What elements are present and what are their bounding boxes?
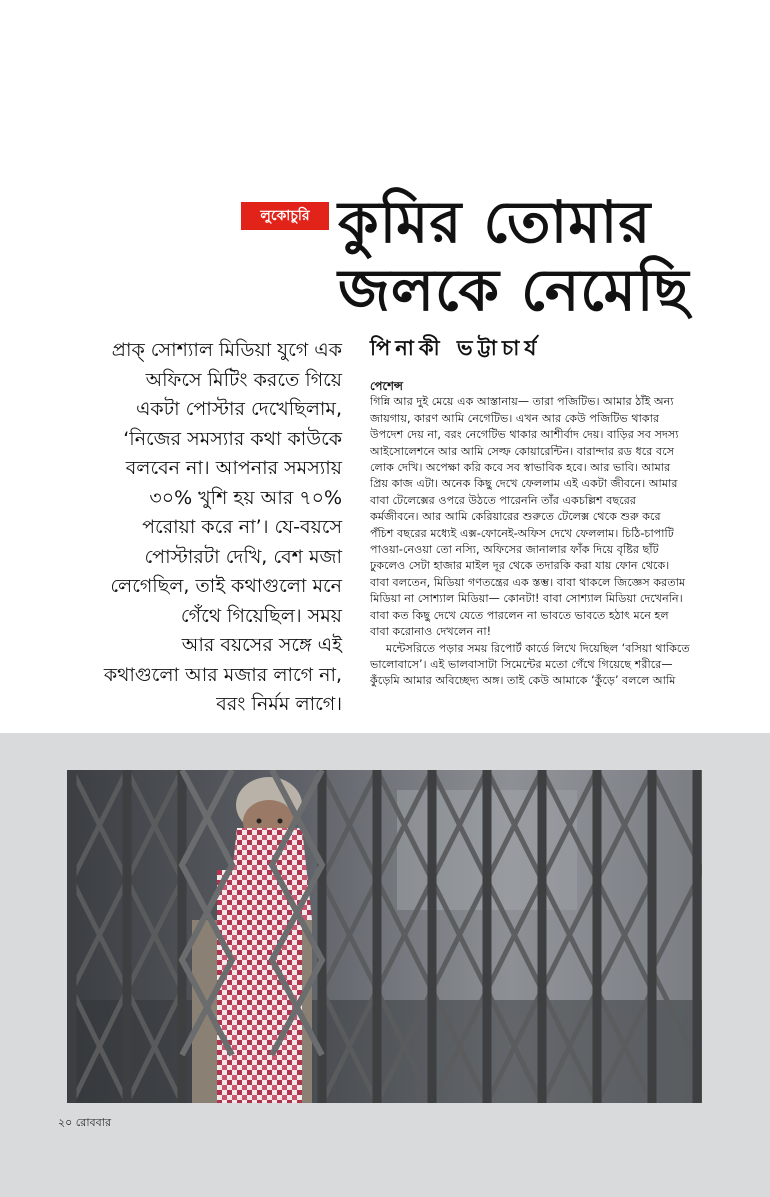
body-line: পাওয়া-নেওয়া তো নস্যি, অফিসের জানালার ফাঁক দিয়ে বৃষ্টির ছাঁট (370, 543, 659, 557)
body-line: গিন্নি আর দুই মেয়ে এক আস্তানায়— তারা পজিটিভ। আমার ঠাঁই অন্য (370, 395, 674, 409)
body-line: মন্টেসরিতে পড়ার সময় রিপোর্ট কার্ডে লিখে দিয়েছিল ‘বসিয়া থাকিতে (386, 641, 690, 655)
body-line: উপদেশ দেয় না, বরং নেগেটিভ থাকার আশীর্বাদ দেয়। বাড়ির সব সদস্য (370, 428, 679, 442)
pull-quote-line: একটা পোস্টার দেখেছিলাম, (135, 398, 342, 420)
pull-quote-line: লেগেছিল, তাই কথাগুলো মনে (110, 575, 342, 597)
article-title (338, 188, 758, 324)
body-line: জায়গায়, কারণ আমি নেগেটিভ। এখন আর কেউ পজিটিভ থাকার (370, 411, 660, 425)
pull-quote-line: আর বয়সের সঙ্গে এই (181, 634, 342, 656)
body-line: ভালোবাসে’। এই ভালবাসাটা সিমেন্টের মতো গেঁথে গিয়েছে শরীরে— (370, 657, 673, 671)
author-byline: পিনাকী ভট্টাচার্য (370, 336, 542, 360)
pull-quote-line: কথাগুলো আর মজার লাগে না, (103, 663, 342, 686)
section-heading: পেশেন্স (370, 379, 403, 393)
pull-quote-line: অফিসে মিটিং করতে গিয়ে (145, 368, 342, 391)
body-line: কুঁড়েমি আমার অবিচ্ছেদ্য অঙ্গ। তাই কেউ আমাকে ‘কুঁড়ে’ বললে আমি (370, 674, 676, 688)
pull-quote-line: পরোয়া করে না’। যে-বয়সে (142, 516, 342, 538)
body-line: আইসোলেশনে আর আমি সেল্ফ কোয়ারেন্টিন। বারান্দার রড ধরে বসে (370, 444, 675, 458)
body-line: পঁচিশ বছরের মধ্যেই এক্স-ফোনেই-অফিস দেখে ফেললাম। চিঠি-চাপাটি (370, 526, 674, 540)
body-line: বাবা কত কিছু দেখে যেতে পারলেন না ভাবতে ভাবতে হঠাৎ মনে হল (370, 608, 669, 622)
section-tag: লুকোচুরি (241, 202, 329, 230)
body-line: বাবা বলতেন, মিডিয়া গণতন্ত্রের এক স্তম্ভ। বাবা থাকলে জিজ্ঞেস করতাম (370, 575, 686, 589)
body-line: ঢুকলেও সেটা হাজার মাইল দূর থেকে তদারকি করা যায় ফোন থেকে। (370, 559, 670, 573)
pull-quote-line: গেঁথে গিয়েছিল। সময় (180, 604, 342, 627)
pull-quote-line: পোস্টারটা দেখি, বেশ মজা (144, 545, 342, 568)
body-line: মিডিয়া না সোশ্যাল মিডিয়া— কোনটা! বাবা সোশ্যাল মিডিয়া দেখেননি। (370, 592, 683, 606)
pull-quote-line: ‘নিজের সমস্যার কথা কাউকে (123, 427, 342, 450)
pull-quote-line: বরং নির্মম লাগে। (216, 693, 342, 715)
collapsible-gate-illustration (67, 770, 702, 1103)
article-photo (67, 770, 702, 1103)
pull-quote-line: প্রাক্ সোশ্যাল মিডিয়া যুগে এক (111, 339, 342, 361)
title-line-2: জলকে নেমেছি (338, 256, 690, 324)
body-line: লোক দেখি। অপেক্ষা করি কবে সব স্বাভাবিক হবে। আর ভাবি। আমার (370, 461, 671, 475)
pull-quote (62, 336, 342, 720)
body-line: বাবা করোনাও দেখলেন না! (370, 625, 492, 639)
pull-quote-line: বলবেন না। আপনার সমস্যায় (125, 457, 342, 479)
body-line: বাবা টেলেক্সের ওপরে উঠতে পারেননি তাঁর একচল্লিশ বছরের (370, 493, 637, 507)
title-line-1: কুমির তোমার (338, 188, 652, 256)
body-line: প্রিয় কাজ এটা। অনেক কিছু দেখে ফেললাম এই একটা জীবনে। আমার (370, 477, 678, 491)
article-body (370, 378, 730, 690)
page-footer: ২০ রোববার (58, 1116, 111, 1129)
body-line: কর্মজীবনে। আর আমি কেরিয়ারের শুরুতে টেলেক্স থেকে শুরু করে (370, 510, 661, 524)
pull-quote-line: ৩০% খুশি হয় আর ৭০% (149, 486, 342, 509)
